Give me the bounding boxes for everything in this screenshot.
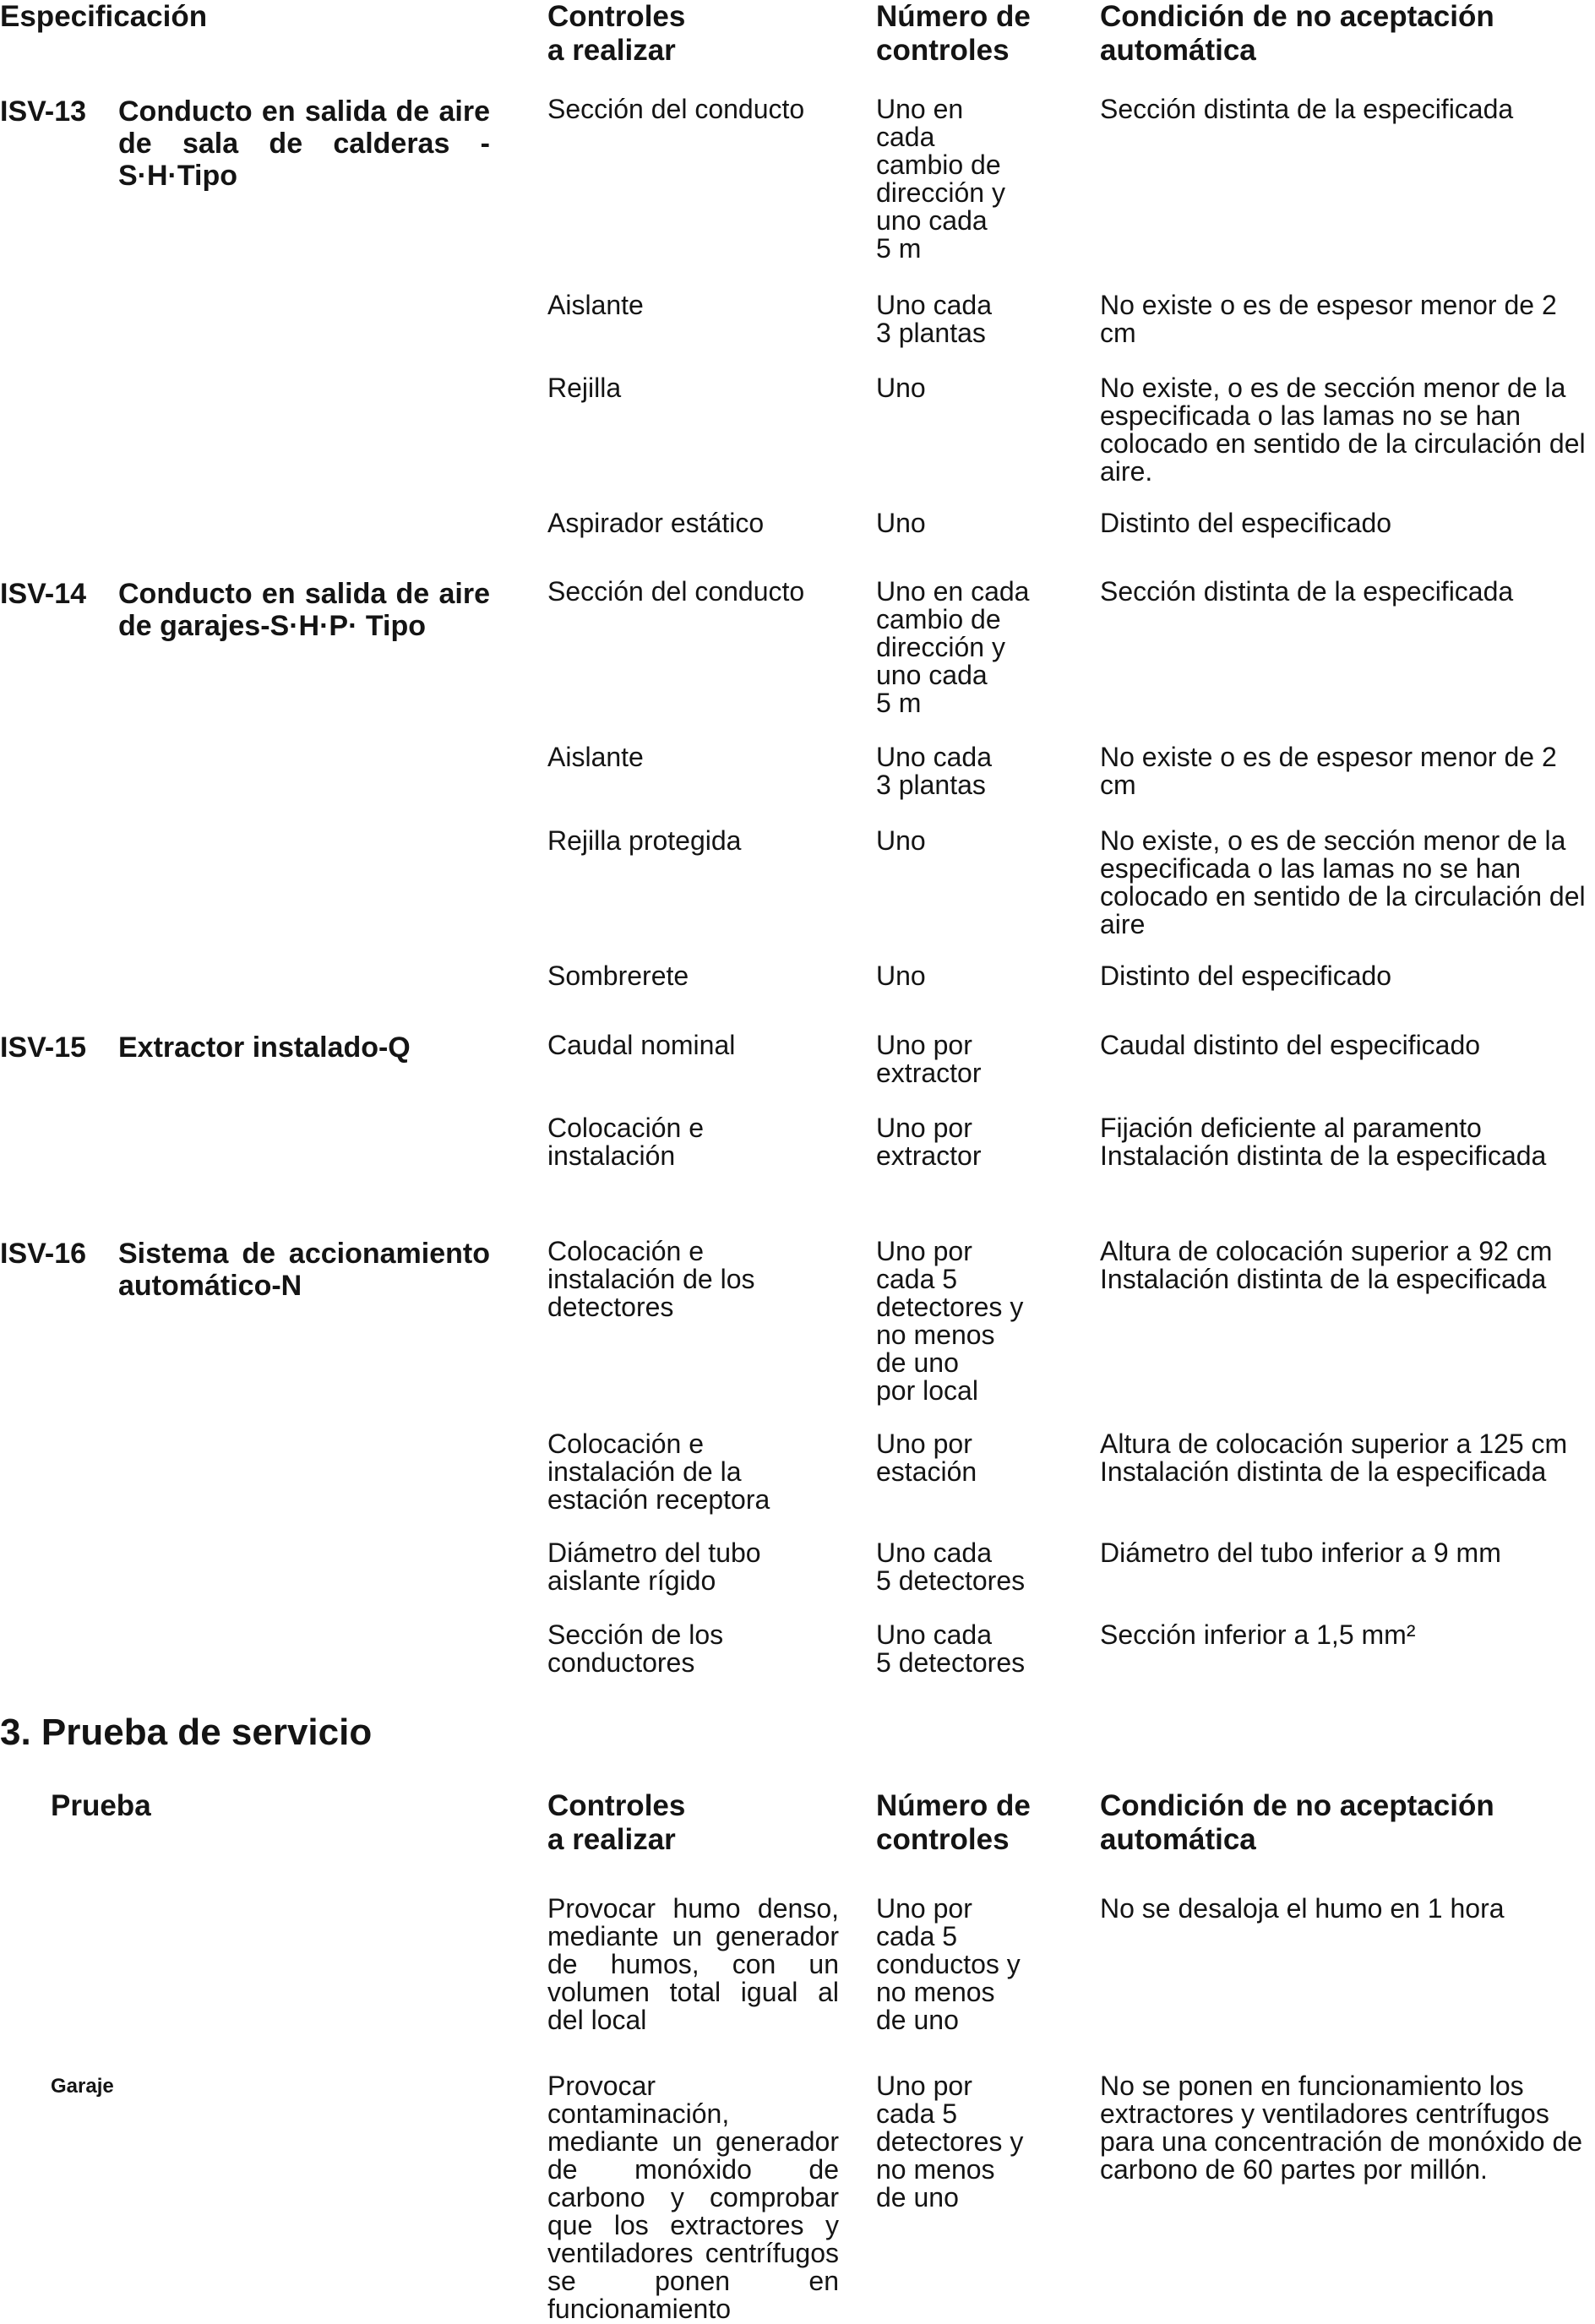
number-cell: Uno cada 3 plantas <box>876 290 992 348</box>
number-cell: Uno por cada 5 detectores y no menos de uno <box>876 2071 1024 2212</box>
spec-name: Conducto en salida de aire de garajes-S·H·P· Tipo <box>118 578 490 642</box>
condition-cell: No existe o es de espesor menor de 2 cm <box>1100 290 1557 348</box>
header-controles: Controles a realizar <box>547 0 686 67</box>
condition-cell: Sección distinta de la especificada <box>1100 576 1514 607</box>
number-cell: Uno por estación <box>876 1429 977 1487</box>
control-cell: Aislante <box>547 290 644 320</box>
number-cell: Uno <box>876 508 926 538</box>
condition-cell: Diámetro del tubo inferior a 9 mm <box>1100 1538 1501 1568</box>
condition-cell: Distinto del especificado <box>1100 508 1392 538</box>
control-cell: Colocación e instalación de los detectores <box>547 1236 755 1322</box>
condition-cell: Sección inferior a 1,5 mm² <box>1100 1619 1416 1650</box>
condition-cell: No se desaloja el humo en 1 hora <box>1100 1893 1505 1924</box>
number-cell: Uno <box>876 961 926 991</box>
header-condicion: Condición de no aceptación automática <box>1100 1789 1494 1856</box>
control-cell: Aislante <box>547 742 644 772</box>
number-cell: Uno cada 5 detectores <box>876 1538 1026 1596</box>
number-cell: Uno por extractor <box>876 1113 982 1171</box>
spec-name: Extractor instalado-Q <box>118 1031 411 1064</box>
header-especificacion: Especificación <box>0 0 208 33</box>
number-cell: Uno <box>876 825 926 856</box>
control-cell: Aspirador estático <box>547 508 765 538</box>
condition-cell: No existe, o es de sección menor de la especificada o las lamas no se han colocado en sentido de la circulación del aire <box>1100 825 1586 939</box>
spec-code: ISV-16 <box>0 1238 87 1270</box>
control-cell: Provocar humo denso, mediante un generador de humos, con un volumen total igual al del local <box>547 1893 839 2035</box>
number-cell: Uno por cada 5 detectores y no menos de uno por local <box>876 1236 1024 1406</box>
test-label: Garaje <box>51 2075 114 2098</box>
condition-cell: Distinto del especificado <box>1100 961 1392 991</box>
control-cell: Diámetro del tubo aislante rígido <box>547 1538 761 1596</box>
spec-code: ISV-13 <box>0 95 87 128</box>
header-numero: Número de controles <box>876 1789 1031 1856</box>
control-cell: Caudal nominal <box>547 1030 736 1060</box>
condition-cell: Caudal distinto del especificado <box>1100 1030 1481 1060</box>
condition-cell: Fijación deficiente al paramento Instalación distinta de la especificada <box>1100 1113 1547 1171</box>
condition-cell: Altura de colocación superior a 92 cm Instalación distinta de la especificada <box>1100 1236 1553 1294</box>
section-title: 3. Prueba de servicio <box>0 1712 373 1753</box>
spec-code: ISV-14 <box>0 578 87 610</box>
spec-code: ISV-15 <box>0 1031 87 1064</box>
header-condicion: Condición de no aceptación automática <box>1100 0 1494 67</box>
condition-cell: No existe o es de espesor menor de 2 cm <box>1100 742 1557 800</box>
header-prueba: Prueba <box>51 1789 151 1822</box>
control-cell: Rejilla <box>547 373 622 403</box>
header-controles: Controles a realizar <box>547 1789 686 1856</box>
control-cell: Colocación e instalación <box>547 1113 704 1171</box>
number-cell: Uno por extractor <box>876 1030 982 1088</box>
condition-cell: No se ponen en funcionamiento los extractores y ventiladores centrífugos para una concentración de monóxido de carbono de 60 partes por millón. <box>1100 2071 1583 2185</box>
condition-cell: Sección distinta de la especificada <box>1100 94 1514 124</box>
control-cell: Sección del conducto <box>547 576 805 607</box>
number-cell: Uno cada 5 detectores <box>876 1619 1026 1678</box>
number-cell: Uno <box>876 373 926 403</box>
condition-cell: No existe, o es de sección menor de la especificada o las lamas no se han colocado en sentido de la circulación del aire. <box>1100 373 1586 487</box>
control-cell: Sección del conducto <box>547 94 805 124</box>
number-cell: Uno cada 3 plantas <box>876 742 992 800</box>
spec-name: Sistema de accionamiento automático-N <box>118 1238 490 1302</box>
control-cell: Sombrerete <box>547 961 689 991</box>
control-cell: Provocar contaminación, mediante un generador de monóxido de carbono y comprobar que los extractores y ventiladores centrífugos se ponen en funcionamiento <box>547 2071 839 2324</box>
control-cell: Colocación e instalación de la estación receptora <box>547 1429 770 1515</box>
spec-name: Conducto en salida de aire de sala de calderas -S·H·Tipo <box>118 95 490 192</box>
condition-cell: Altura de colocación superior a 125 cm Instalación distinta de la especificada <box>1100 1429 1568 1487</box>
number-cell: Uno por cada 5 conductos y no menos de uno <box>876 1893 1021 2035</box>
number-cell: Uno en cada cambio de dirección y uno cada 5 m <box>876 94 1005 264</box>
number-cell: Uno en cada cambio de dirección y uno cada 5 m <box>876 576 1030 718</box>
header-numero: Número de controles <box>876 0 1031 67</box>
control-cell: Rejilla protegida <box>547 825 742 856</box>
control-cell: Sección de los conductores <box>547 1619 724 1678</box>
